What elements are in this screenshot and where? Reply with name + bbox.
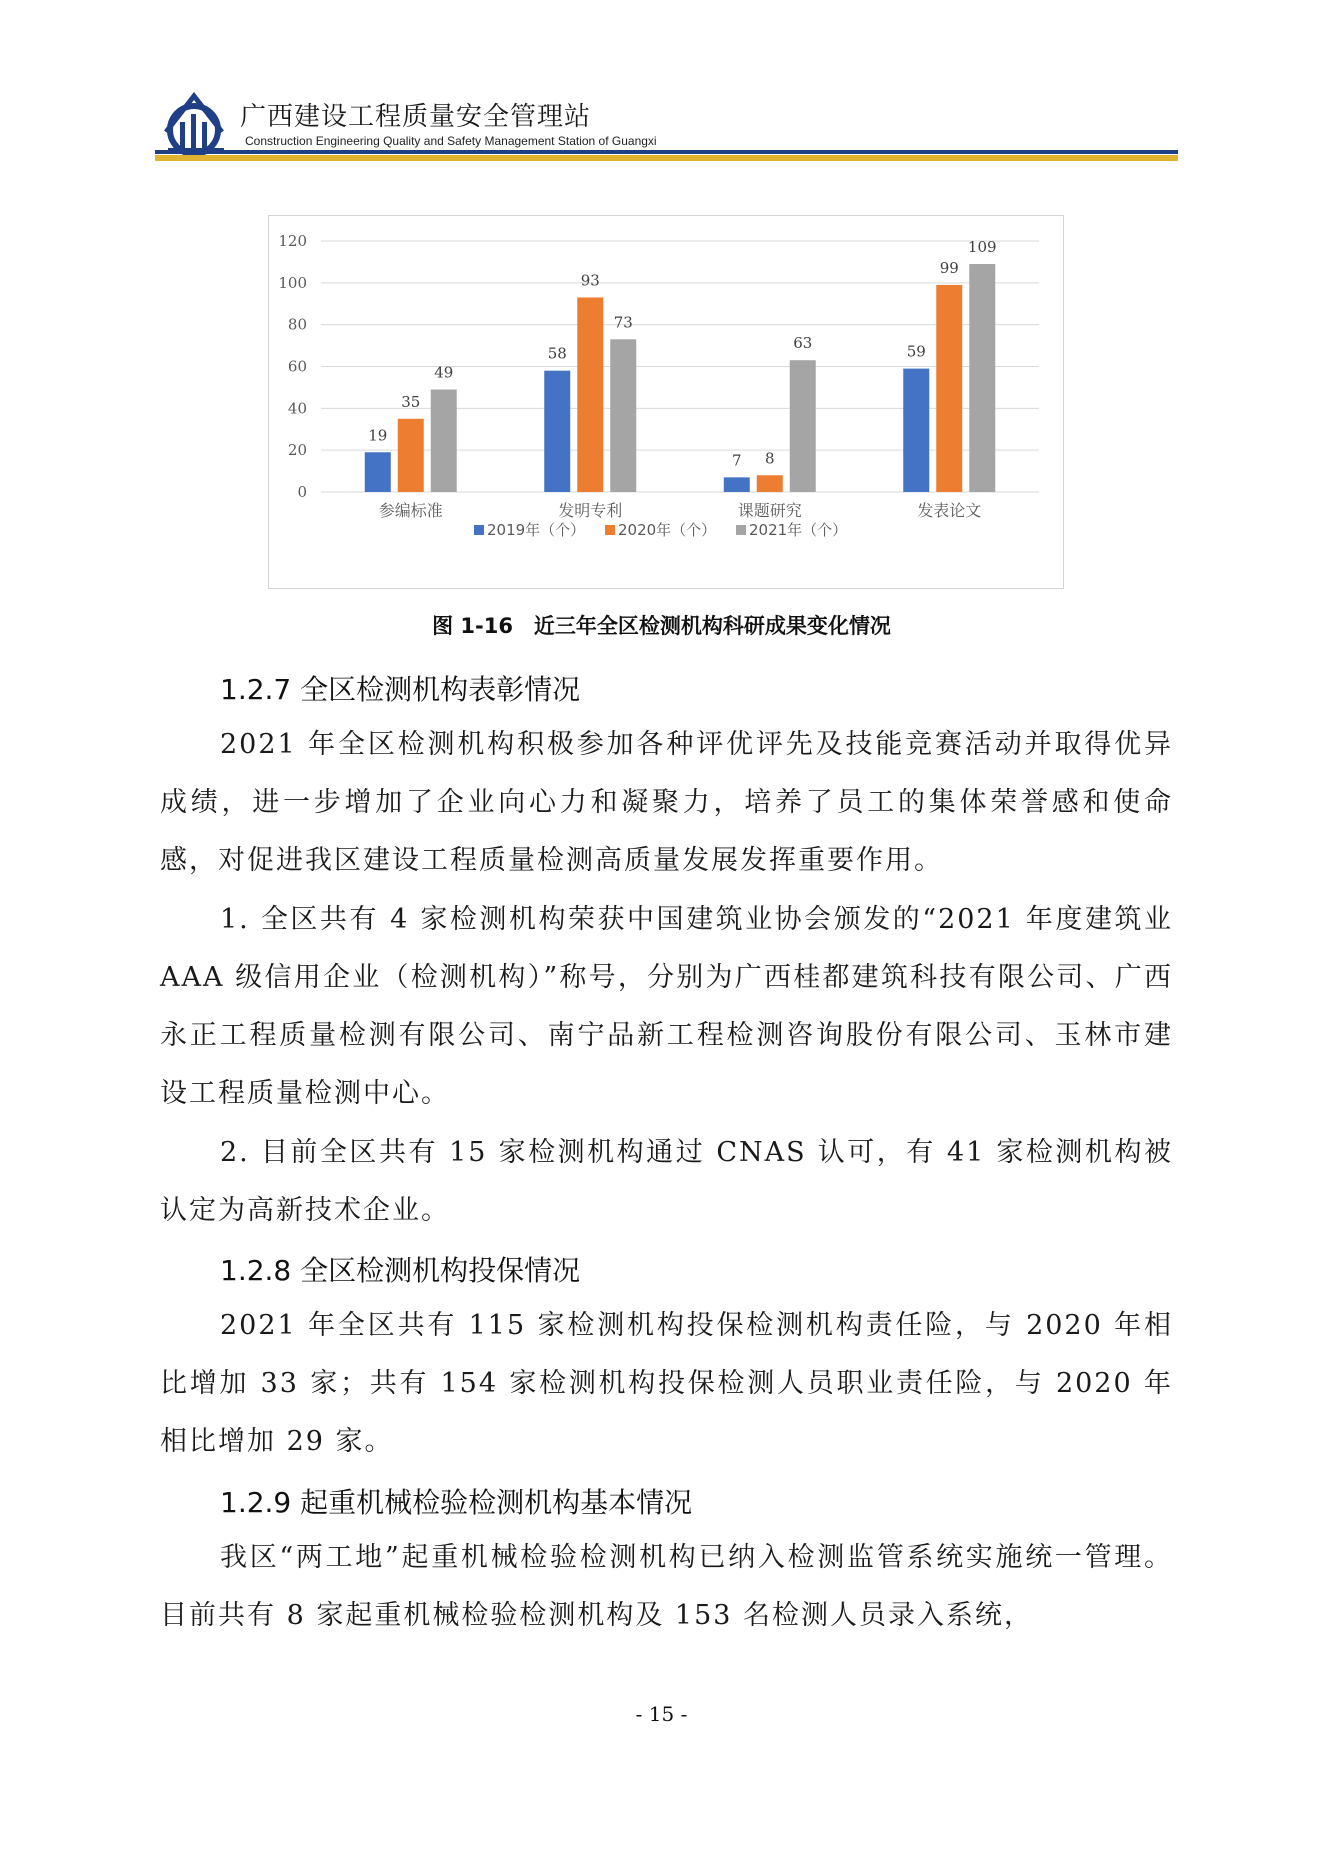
bar <box>724 477 750 492</box>
header-rule-navy <box>155 150 1178 154</box>
data-label: 109 <box>967 238 997 257</box>
bar <box>365 452 391 492</box>
legend-swatch <box>605 525 615 535</box>
research-results-chart <box>268 215 1064 589</box>
paragraph: 2021 年全区检测机构积极参加各种评优评先及技能竞赛活动并取得优异成绩，进一步增加了企业向心力和凝聚力，培养了员工的集体荣誉感和使命感，对促进我区建设工程质量检测高质量发展发挥重要作用。 <box>160 729 1173 876</box>
bar <box>757 475 783 492</box>
paragraph: 2. 目前全区共有 15 家检测机构通过 CNAS 认可，有 41 家检测机构被认定为高新技术企业。 <box>160 1137 1173 1226</box>
data-label: 8 <box>764 449 775 468</box>
y-tick-label: 100 <box>278 273 307 292</box>
x-category-label: 参编标准 <box>378 501 443 520</box>
bar <box>398 419 424 492</box>
data-label: 73 <box>613 313 633 332</box>
paragraph: 2021 年全区共有 115 家检测机构投保检测机构责任险，与 2020 年相比增加 33 家；共有 154 家检测机构投保检测人员职业责任险，与 2020 年相比增加 29 家。 <box>160 1310 1173 1457</box>
paragraph: 我区“两工地”起重机械检验检测机构已纳入检测监管系统实施统一管理。目前共有 8 家起重机械检验检测机构及 153 名检测人员录入系统， <box>160 1542 1173 1631</box>
x-category-label: 发明专利 <box>558 501 623 520</box>
y-tick-label: 40 <box>287 399 307 418</box>
legend-entry: 2021年（个） <box>749 521 848 539</box>
paragraph: 1. 全区共有 4 家检测机构荣获中国建筑业协会颁发的“2021 年度建筑业 AAA 级信用企业（检测机构）”称号，分别为广西桂都建筑科技有限公司、广西永正工程质量检测有限公司、南宁品新工程检测咨询股份有限公司、玉林市建设工程质量检测中心。 <box>160 904 1173 1109</box>
y-tick-label: 0 <box>297 483 307 501</box>
figure-caption: 图 1-16 近三年全区检测机构科研成果变化情况 <box>432 614 891 638</box>
bar <box>790 360 816 492</box>
data-label: 99 <box>939 258 959 277</box>
x-category-label: 发表论文 <box>917 501 982 520</box>
data-label: 59 <box>906 342 926 361</box>
org-name-cn: 广西建设工程质量安全管理站 <box>240 102 592 132</box>
org-name-en: Construction Engineering Quality and Safety Management Station of Guangxi <box>245 134 657 148</box>
station-logo-icon <box>160 92 232 158</box>
data-label: 63 <box>793 334 813 353</box>
bar <box>903 369 929 492</box>
data-label: 19 <box>368 426 388 445</box>
bar <box>610 339 636 492</box>
legend-entry: 2019年（个） <box>487 521 586 539</box>
bar <box>969 264 995 492</box>
legend-swatch <box>474 525 484 535</box>
data-label: 49 <box>434 363 454 382</box>
data-label: 93 <box>580 271 600 290</box>
section-heading-1-2-9: 1.2.9 起重机械检验检测机构基本情况 <box>220 1486 693 1519</box>
y-tick-label: 120 <box>278 232 307 250</box>
y-tick-label: 60 <box>287 357 307 376</box>
bar <box>431 390 457 492</box>
header-rule-gold <box>155 155 1178 161</box>
y-tick-label: 20 <box>287 441 307 460</box>
bar <box>936 285 962 492</box>
data-label: 35 <box>401 392 421 411</box>
data-label: 58 <box>547 344 567 363</box>
legend-entry: 2020年（个） <box>618 521 717 539</box>
bar <box>544 371 570 492</box>
section-heading-1-2-8: 1.2.8 全区检测机构投保情况 <box>220 1254 581 1287</box>
x-category-label: 课题研究 <box>737 501 802 520</box>
section-heading-1-2-7: 1.2.7 全区检测机构表彰情况 <box>220 673 581 706</box>
bar <box>577 297 603 492</box>
y-tick-label: 80 <box>287 315 307 334</box>
data-label: 7 <box>731 451 742 470</box>
legend-swatch <box>736 525 746 535</box>
page-number: - 15 - <box>635 1702 688 1726</box>
bar-chart-svg <box>269 216 1063 588</box>
